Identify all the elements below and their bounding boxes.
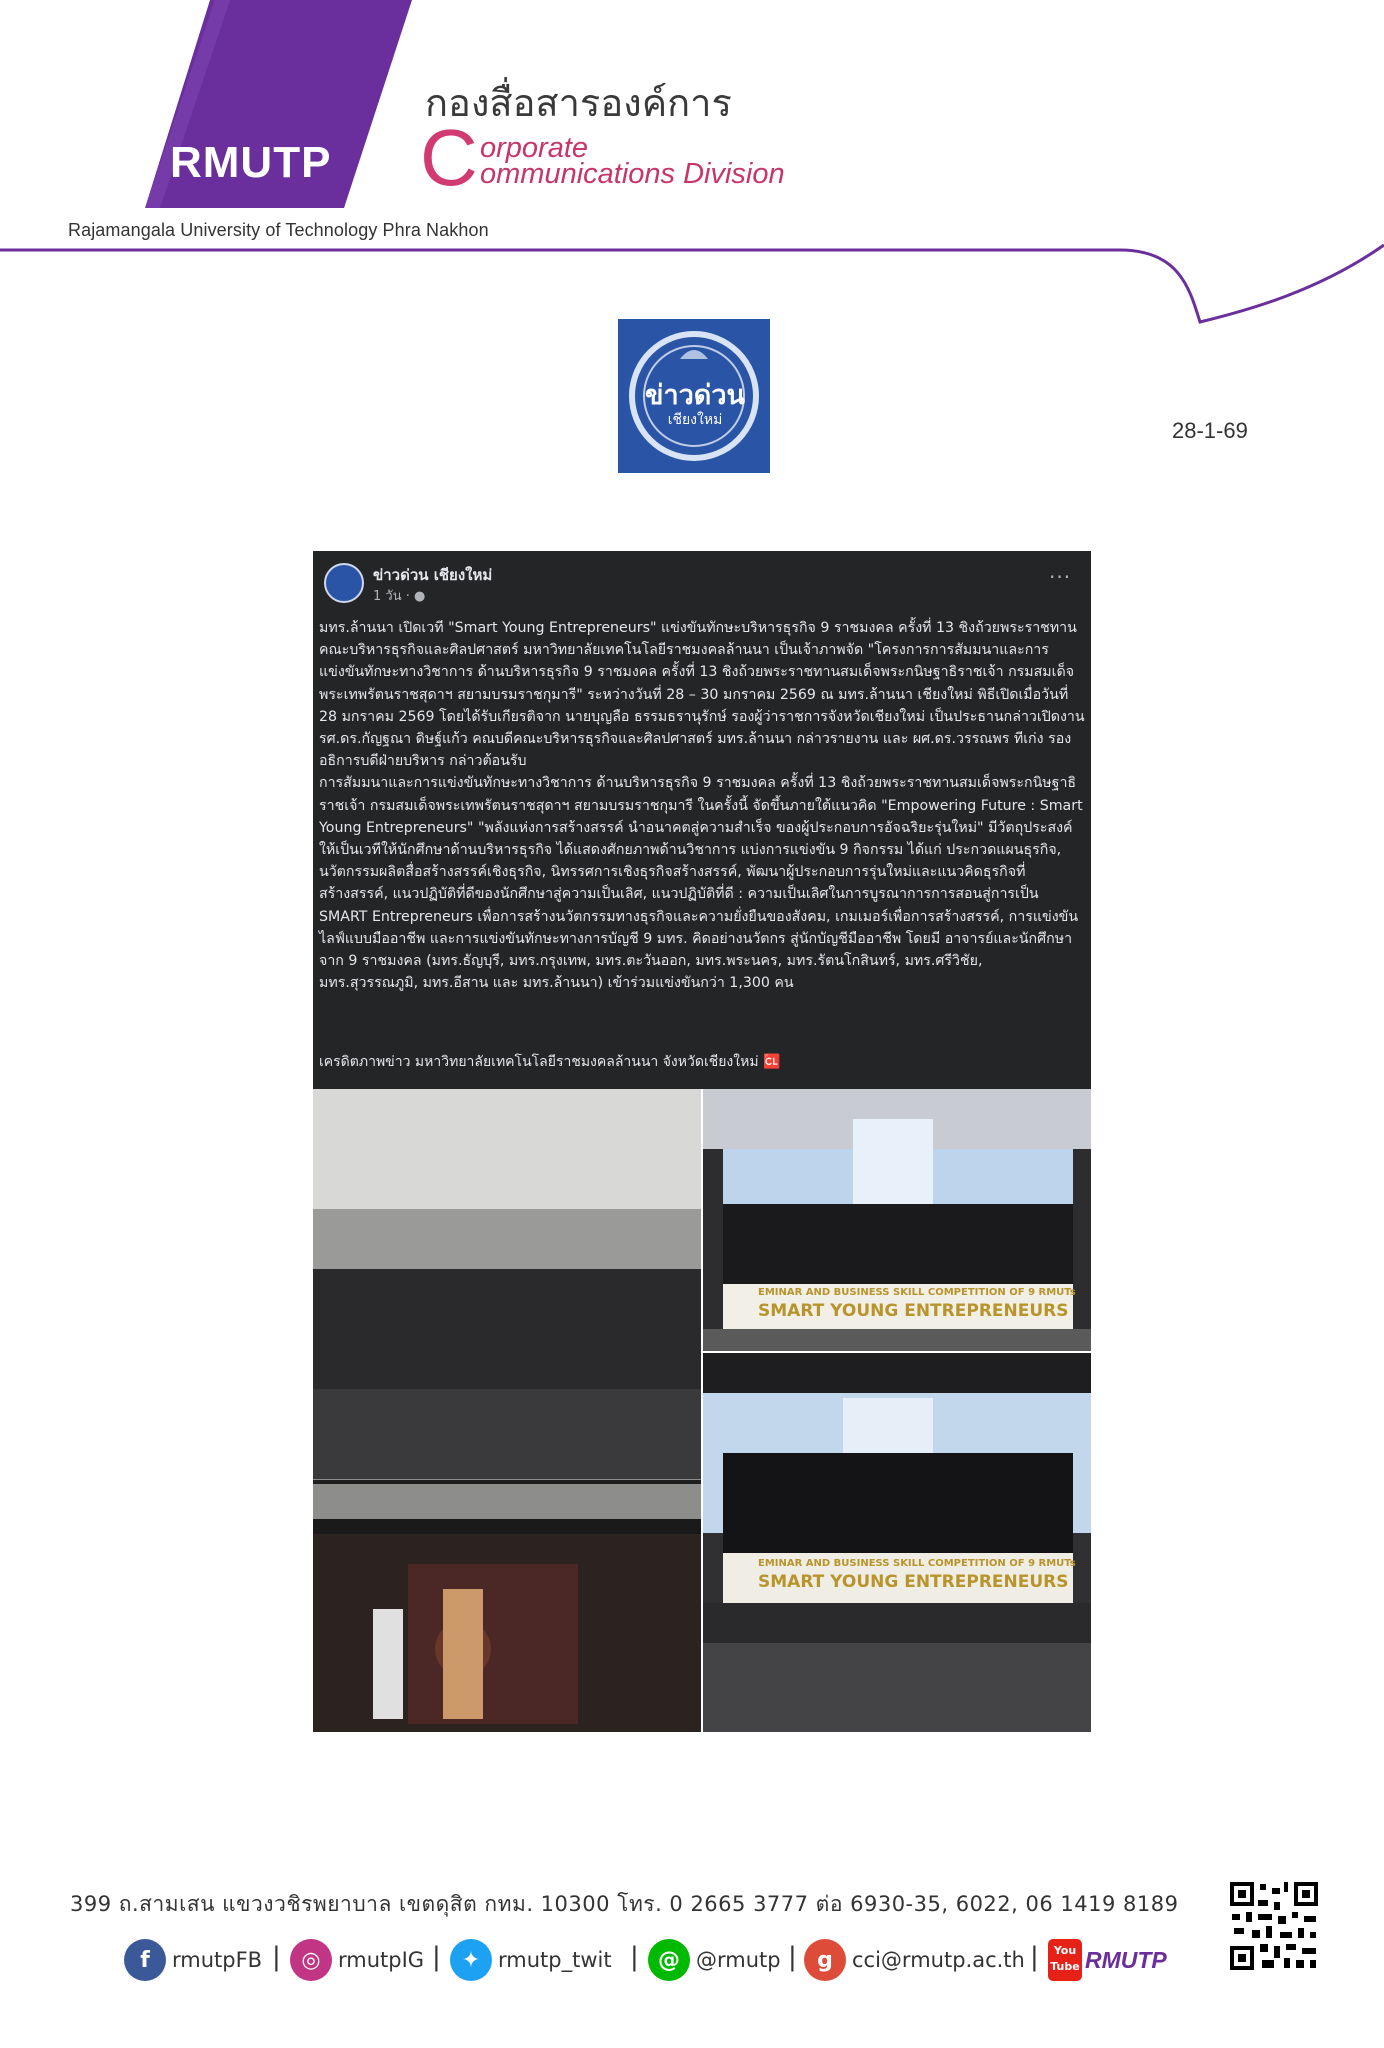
separator: | (630, 1942, 639, 1972)
youtube-icon-top: You (1053, 1944, 1077, 1957)
facebook-link[interactable] (124, 1937, 262, 1983)
post-photo-group[interactable] (313, 1089, 701, 1732)
banner-small-text-2: EMINAR AND BUSINESS SKILL COMPETITION OF 9 RMUTs (758, 1558, 1076, 1569)
line-label: @rmutp (696, 1948, 781, 1972)
page-avatar[interactable] (324, 563, 364, 603)
badge-title: ข่าวด่วน (645, 380, 745, 411)
qr-code-icon[interactable] (1228, 1880, 1320, 1972)
news-badge (618, 319, 770, 473)
banner-small-text: EMINAR AND BUSINESS SKILL COMPETITION OF 9 RMUTs (758, 1287, 1076, 1298)
youtube-label: RMUTP (1085, 1946, 1167, 1973)
separator: | (1030, 1942, 1039, 1972)
twitter-icon: ✦ (450, 1939, 492, 1981)
division-en-line2: ommunications Division (480, 158, 785, 190)
facebook-icon: f (124, 1939, 166, 1981)
twitter-label: rmutp_twit (498, 1948, 612, 1972)
banner-big-text-2: SMART YOUNG ENTREPRENEURS (758, 1572, 1069, 1592)
banner-big-text: SMART YOUNG ENTREPRENEURS (758, 1301, 1069, 1321)
youtube-icon-bottom: Tube (1050, 1960, 1080, 1973)
twitter-link[interactable] (450, 1937, 612, 1983)
post-page-name[interactable]: ข่าวด่วน เชียงใหม่ (373, 566, 493, 584)
line-icon: @ (648, 1939, 690, 1981)
email-link[interactable] (804, 1937, 1025, 1983)
footer-address: 399 ถ.สามเสน แขวงวชิรพยาบาล เขตดุสิต กทม. 10300 โทร. 0 2665 3777 ต่อ 6930-35, 6022, 06 1419 8189 (70, 1892, 1179, 1916)
badge-subtitle: เชียงใหม่ (667, 412, 723, 428)
more-options-icon[interactable]: ··· (1049, 565, 1072, 589)
logo-text: RMUTP (170, 138, 332, 187)
division-en-line1: orporate (480, 132, 589, 164)
facebook-label: rmutpFB (172, 1948, 263, 1972)
separator: | (432, 1942, 441, 1972)
post-credit: เครดิตภาพข่าว มหาวิทยาลัยเทคโนโลยีราชมงคลล้านนา จังหวัดเชียงใหม่ 🆑 (319, 1054, 781, 1070)
separator: | (272, 1942, 281, 1972)
post-timestamp[interactable]: 1 วัน · ● (373, 589, 426, 604)
line-link[interactable] (648, 1937, 781, 1983)
separator: | (788, 1942, 797, 1972)
google-plus-icon: g (804, 1939, 846, 1981)
document-date: 28-1-69 (1172, 418, 1248, 443)
instagram-label: rmutpIG (338, 1948, 425, 1972)
email-label: cci@rmutp.ac.th (852, 1948, 1025, 1972)
division-thai-title: กองสื่อสารองค์การ (425, 81, 732, 125)
facebook-post (313, 551, 1091, 1089)
post-body: มทร.ล้านนา เปิดเวที "Smart Young Entrepreneurs" แข่งขันทักษะบริหารธุรกิจ 9 ราชมงคล ครั้งที่ 13 ชิงถ้วยพระราชทาน คณะบริหารธุรกิจและศิลปศาสตร์ มหาวิทยาลัยเทคโนโลยีราชมงคลล้านนา เป็นเจ้าภาพจัด "โครงการการสัมมนาและการแข่งขันทักษะทางวิชาการ ด้านบริหารธุรกิจ 9 ราชมงคล ครั้งที่ 13 ชิงถ้วยพระราชทานสมเด็จพระกนิษฐาธิราชเจ้า กรมสมเด็จพระเทพรัตนราชสุดาฯ สยามบรมราชกุมารี" ระหว่างวันที่ 28 – 30 มกราคม 2569 ณ มทร.ล้านนา เชียงใหม่ พิธีเปิดเมื่อวันที่ 28 มกราคม 2569 โดยได้รับเกียรติจาก นายบุญลือ ธรรมธรานุรักษ์ รองผู้ว่าราชการจังหวัดเชียงใหม่ เป็นประธานกล่าวเปิดงาน รศ.ดร.กัญฐณา ดิษฐ์แก้ว คณบดีคณะบริหารธุรกิจและศิลปศาสตร์ มทร.ล้านนา กล่าวรายงาน และ ผศ.ดร.วรรณพร ทีเก่ง รองอธิการบดีฝ่ายบริหาร กล่าวต้อนรับ การสัมมนาและการแข่งขันทักษะทางวิชาการ ด้านบริหารธุรกิจ 9 ราชมงคล ครั้งที่ 13 ชิงถ้วยพระราชทานสมเด็จพระกนิษฐาธิราชเจ้า กรมสมเด็จพระเทพรัตนราชสุดาฯ สยามบรมราชกุมารี ในครั้งนี้ จัดขึ้นภายใต้แนวคิด "Empowering Future : Smart Young Entrepreneurs" "พลังแห่งการสร้างสรรค์ นำอนาคตสู่ความสำเร็จ ของผู้ประกอบการอัจฉริยะรุ่นใหม่" มีวัตถุประสงค์ให้เป็นเวทีให้นักศึกษาด้านบริหารธุรกิจ ได้แสดงศักยภาพด้านวิชาการ แบ่งการแข่งขัน 9 กิจกรรม ได้แก่ ประกวดแผนธุรกิจ, นวัตกรรมผลิตสื่อสร้างสรรค์เชิงธุรกิจ, นิทรรศการเชิงธุรกิจสร้างสรรค์, พัฒนาผู้ประกอบการรุ่นใหม่และแนวคิดธุรกิจที่สร้างสรรค์, แนวปฏิบัติที่ดีของนักศึกษาสู่ความเป็นเลิศ, แนวปฏิบัติที่ดี : ความเป็นเลิศในการบูรณาการการสอนสู่การเป็น SMART Entrepreneurs เพื่อการสร้างนวัตกรรมทางธุรกิจและความยั่งยืนของสังคม, เกมเมอร์เพื่อการสร้างสรรค์, การแข่งขันไลฟ์แบบมืออาชีพ และการแข่งขันทักษะทางการบัญชี 9 มทร. คิดอย่างนวัตกร สู่นักบัญชีมืออาชีพ โดยมี อาจารย์และนักศึกษาจาก 9 ราชมงคล (มทร.ธัญบุรี, มทร.กรุงเทพ, มทร.ตะวันออก, มทร.พระนคร, มทร.รัตนโกสินทร์, มทร.ศรีวิชัย, มทร.สุวรรณภูมิ, มทร.อีสาน และ มทร.ล้านนา) เข้าร่วมแข่งขันกว่า 1,300 คน (319, 620, 1085, 992)
header-divider-curve (0, 230, 1384, 330)
instagram-link[interactable] (290, 1937, 424, 1983)
university-name: Rajamangala University of Technology Phra Nakhon (68, 220, 489, 240)
youtube-icon (1048, 1939, 1082, 1981)
instagram-icon: ◎ (290, 1939, 332, 1981)
photo-divider (313, 1480, 701, 1484)
post-photo-awards[interactable] (703, 1353, 1091, 1732)
division-big-c: C (420, 113, 478, 202)
post-photo-stage[interactable] (703, 1089, 1091, 1351)
youtube-link[interactable] (1048, 1937, 1167, 1983)
